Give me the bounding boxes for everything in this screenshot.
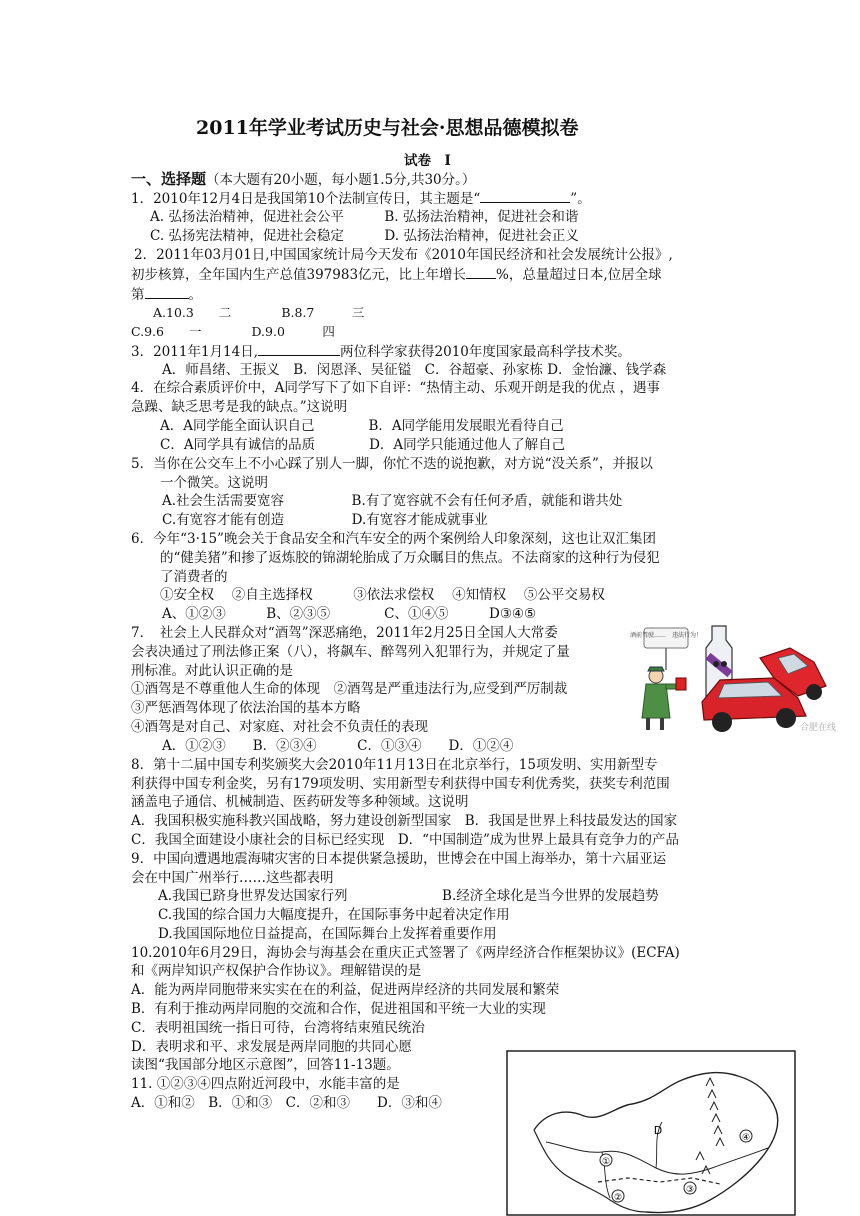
question-2-options-2: C.9.6 一 D.9.0 四 (131, 324, 335, 339)
question-9-line-1: 9．中国向遭遇地震海啸灾害的日本提供紧急援助，世博会在中国上海举办，第十六届亚运 (131, 851, 667, 867)
map-label-d: D (653, 1124, 663, 1137)
map-label-3: ③ (685, 1185, 695, 1195)
question-2-line-3 (131, 285, 202, 304)
question-9-options-ab: A.我国已跻身世界发达国家行列 B.经济全球化是当今世界的发展趋势 (158, 888, 659, 904)
question-text: 3．2011年1月14日, (131, 344, 259, 360)
question-3 (131, 342, 631, 361)
question-text-end: 。 (188, 287, 202, 303)
question-8-line-1: 8．第十二届中国专利奖颁奖大会2010年11月13日在北京举行，15项发明、实用新型专 (131, 757, 658, 773)
question-9-option-c: C.我国的综合国力大幅度提升，在国际事务中起着决定作用 (158, 907, 510, 923)
section-note: （本大题有20小题，每小题1.5分,共30分。） (206, 172, 476, 188)
question-8-line-2: 利获得中国专利金奖，另有179项发明、实用新型专利获得中国专利优秀奖，获奖专利范围 (131, 776, 670, 792)
question-6-line-2: 的“健美猪”和掺了返炼胶的锦湖轮胎成了万众瞩目的焦点。不法商家的这种行为侵犯 (160, 550, 660, 566)
question-text: 第 (131, 287, 145, 303)
drunk-driving-cartoon (628, 618, 837, 738)
question-text: 初步核算，全年国内生产总值397983亿元，比上年增长 (131, 267, 467, 283)
question-4-line-2: 急躁、缺乏思考是我的缺点。”这说明 (131, 399, 348, 415)
question-8-options-ab: A．我国积极实施科教兴国战略，努力建设创新型国家 B．我国是世界上科技最发达的国家 (131, 813, 678, 829)
question-10-option-d: D．表明求和平、求发展是两岸同胞的共同心愿 (131, 1039, 412, 1055)
exam-title: 2011年学业考试历史与社会·思想品德模拟卷 (196, 117, 579, 139)
answer-blank (258, 342, 340, 356)
question-1-options-cd: C. 弘扬宪法精神，促进社会稳定 D. 弘扬法治精神，促进社会正义 (150, 228, 579, 244)
question-text-end: ”。 (570, 191, 591, 207)
question-2-options-1: A.10.3 二 B.8.7 三 (153, 305, 365, 320)
question-7-line-2: 会表决通过了刑法修正案（八），将飙车、醉驾列入犯罪行为，并规定了量 (131, 644, 570, 660)
question-5-line-2: 一个微笑。这说明 (160, 475, 268, 491)
question-7-item-3: ③严惩酒驾体现了依法治国的基本方略 (131, 700, 361, 716)
question-6-line-1: 6．今年“3·15”晚会关于食品安全和汽车安全的两个案例给人印象深刻，这也让双汇集团 (131, 531, 656, 547)
question-5-options-cd: C.有宽容才能有创造 D.有宽容才能成就事业 (162, 512, 488, 528)
question-9-line-2: 会在中国广州举行……这些都表明 (131, 870, 334, 886)
question-4-options-cd: C．A同学具有诚信的品质 D．A同学只能通过他人了解自己 (160, 437, 566, 453)
question-10-line-2: 和《两岸知识产权保护合作协议》。理解错误的是 (131, 963, 422, 979)
question-8-line-3: 涵盖电子通信、机械制造、医药研发等多种领域。这说明 (131, 794, 469, 810)
question-4-options-ab: A．A同学能全面认识自己 B．A同学能用发展眼光看待自己 (160, 418, 564, 434)
question-6-line-3: 了消费者的 (160, 569, 228, 585)
question-7-item-1-2: ①酒驾是不尊重他人生命的体现 ②酒驾是严重违法行为,应受到严厉制裁 (131, 681, 568, 697)
question-7-item-4: ④酒驾是对自己、对家庭、对社会不负责任的表现 (131, 719, 428, 735)
question-10-option-c: C．表明祖国统一指日可待，台湾将结束殖民统治 (131, 1020, 425, 1036)
map-label-1: ① (601, 1157, 611, 1167)
question-2-line-1: 2．2011年03月01日,中国国家统计局今天发布《2010年国民经济和社会发展统计公报》, (134, 247, 673, 263)
question-7-line-1: 7． 社会上人民群众对“酒驾”深恶痛绝，2011年2月25日全国人大常委 (131, 625, 558, 641)
question-text: 1．2010年12月4日是我国第10个法制宣传日，其主题是“ (131, 191, 481, 207)
sign-text: 酒前驾驶…… 违法行为！ (629, 632, 703, 639)
question-text-end: 两位科学家获得2010年度国家最高科学技术奖。 (340, 344, 631, 360)
region-map (506, 1050, 796, 1216)
question-9-option-d: D.我国国际地位日益提高，在国际舞台上发挥着重要作用 (158, 926, 497, 942)
question-11: 11. ①②③④四点附近河段中，水能丰富的是 (131, 1076, 400, 1092)
section-title: 一、选择题 (131, 170, 207, 188)
question-6-options: A、①②③ B、②③⑤ C、①④⑤ D③④⑤ (162, 606, 537, 622)
map-label-4: ④ (741, 1133, 751, 1143)
question-10-option-b: B．有利于推动两岸同胞的交流和合作，促进祖国和平统一大业的实现 (131, 1001, 546, 1017)
question-7-options: A．①②③ B．②③④ C．①③④ D．①②④ (162, 738, 514, 754)
map-label-2: ② (613, 1193, 623, 1203)
question-11-options: A．①和② B．①和③ C．②和③ D．③和④ (131, 1095, 442, 1111)
paper-label: 试卷 I (404, 153, 451, 169)
answer-blank (480, 189, 570, 203)
answer-blank (466, 265, 496, 279)
question-5-options-ab: A.社会生活需要宽容 B.有了宽容就不会有任何矛盾，就能和谐共处 (162, 493, 623, 509)
question-6-items: ①安全权 ②自主选择权 ③依法求偿权 ④知情权 ⑤公平交易权 (160, 587, 605, 603)
watermark: 合肥在线 (800, 723, 837, 733)
question-5-line-1: 5．当你在公交车上不小心踩了别人一脚，你忙不迭的说抱歉，对方说“没关系”，并报以 (131, 456, 653, 472)
answer-blank (145, 285, 189, 299)
question-2-line-2 (131, 265, 662, 284)
section-heading (131, 170, 475, 189)
map-intro: 读图“我国部分地区示意图”，回答11-13题。 (131, 1057, 400, 1073)
question-1 (131, 189, 591, 208)
question-3-options: A．师昌绪、王振义 B．闵恩泽、吴征镒 C．谷超豪、孙家栋 D．金怡濂、钱学森 (162, 362, 667, 378)
question-10-option-a: A．能为两岸同胞带来实实在在的利益，促进两岸经济的共同发展和繁荣 (131, 982, 560, 998)
question-8-options-cd: C．我国全面建设小康社会的目标已经实现 D．“中国制造”成为世界上最具有竞争力的产品 (131, 832, 679, 848)
question-7-line-3: 刑标准。对此认识正确的是 (131, 663, 293, 679)
question-4-line-1: 4．在综合素质评价中，A同学写下了如下自评：“热情主动、乐观开朗是我的优点 ，遇事 (131, 380, 661, 396)
question-text-end: %，总量超过日本,位居全球 (496, 267, 662, 283)
question-10-line-1: 10.2010年6月29日，海协会与海基会在重庆正式签署了《两岸经济合作框架协议》(ECFA) (131, 945, 680, 961)
question-1-options-ab: A. 弘扬法治精神，促进社会公平 B. 弘扬法治精神，促进社会和谐 (150, 209, 579, 225)
